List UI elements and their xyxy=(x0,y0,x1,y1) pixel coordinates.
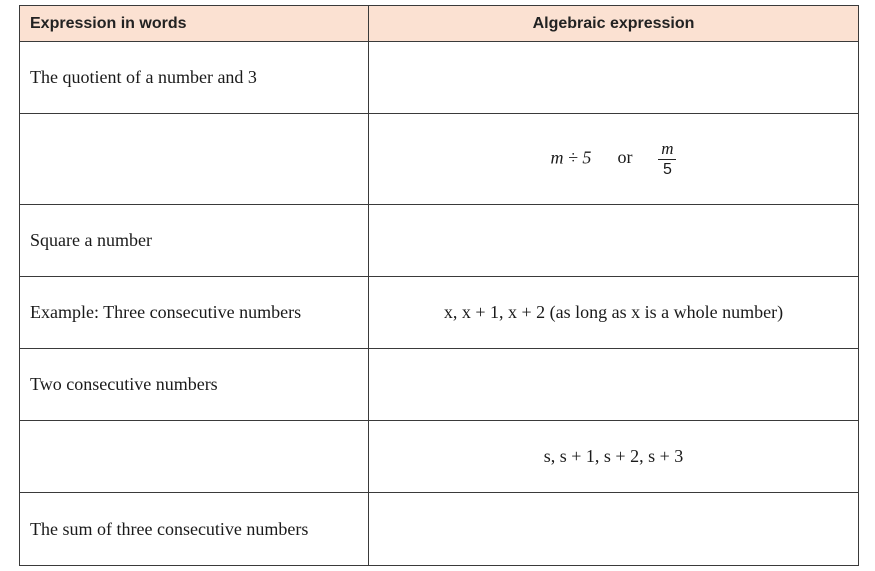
words-cell: The sum of three consecutive numbers xyxy=(20,493,369,566)
table-row xyxy=(20,493,859,566)
algebra-cell: x, x + 1, x + 2 (as long as x is a whole number) xyxy=(369,277,859,349)
header-expression-in-words: Expression in words xyxy=(20,6,369,42)
words-cell: The quotient of a number and 3 xyxy=(20,42,369,114)
table-row xyxy=(20,114,859,205)
words-cell: Example: Three consecutive numbers xyxy=(20,277,369,349)
algebra-cell xyxy=(369,493,859,566)
algebra-cell xyxy=(369,349,859,421)
or-word: or xyxy=(617,147,633,168)
algebra-cell xyxy=(369,205,859,277)
table-header-row xyxy=(20,6,859,42)
expression-table xyxy=(19,5,859,566)
algebra-cell xyxy=(369,42,859,114)
fraction-denominator: 5 xyxy=(662,160,672,178)
table-row xyxy=(20,421,859,493)
fraction-numerator: m xyxy=(661,138,674,158)
division-expression: m ÷ 5 xyxy=(550,147,592,168)
table-row xyxy=(20,277,859,349)
words-cell xyxy=(20,421,369,493)
table-row xyxy=(20,349,859,421)
table-row xyxy=(20,205,859,277)
table-row xyxy=(20,42,859,114)
words-cell: Square a number xyxy=(20,205,369,277)
words-cell xyxy=(20,114,369,205)
fraction xyxy=(658,139,676,180)
words-cell: Two consecutive numbers xyxy=(20,349,369,421)
algebra-cell: s, s + 1, s + 2, s + 3 xyxy=(369,421,859,493)
algebra-cell xyxy=(369,114,859,205)
header-algebraic-expression: Algebraic expression xyxy=(369,6,859,42)
